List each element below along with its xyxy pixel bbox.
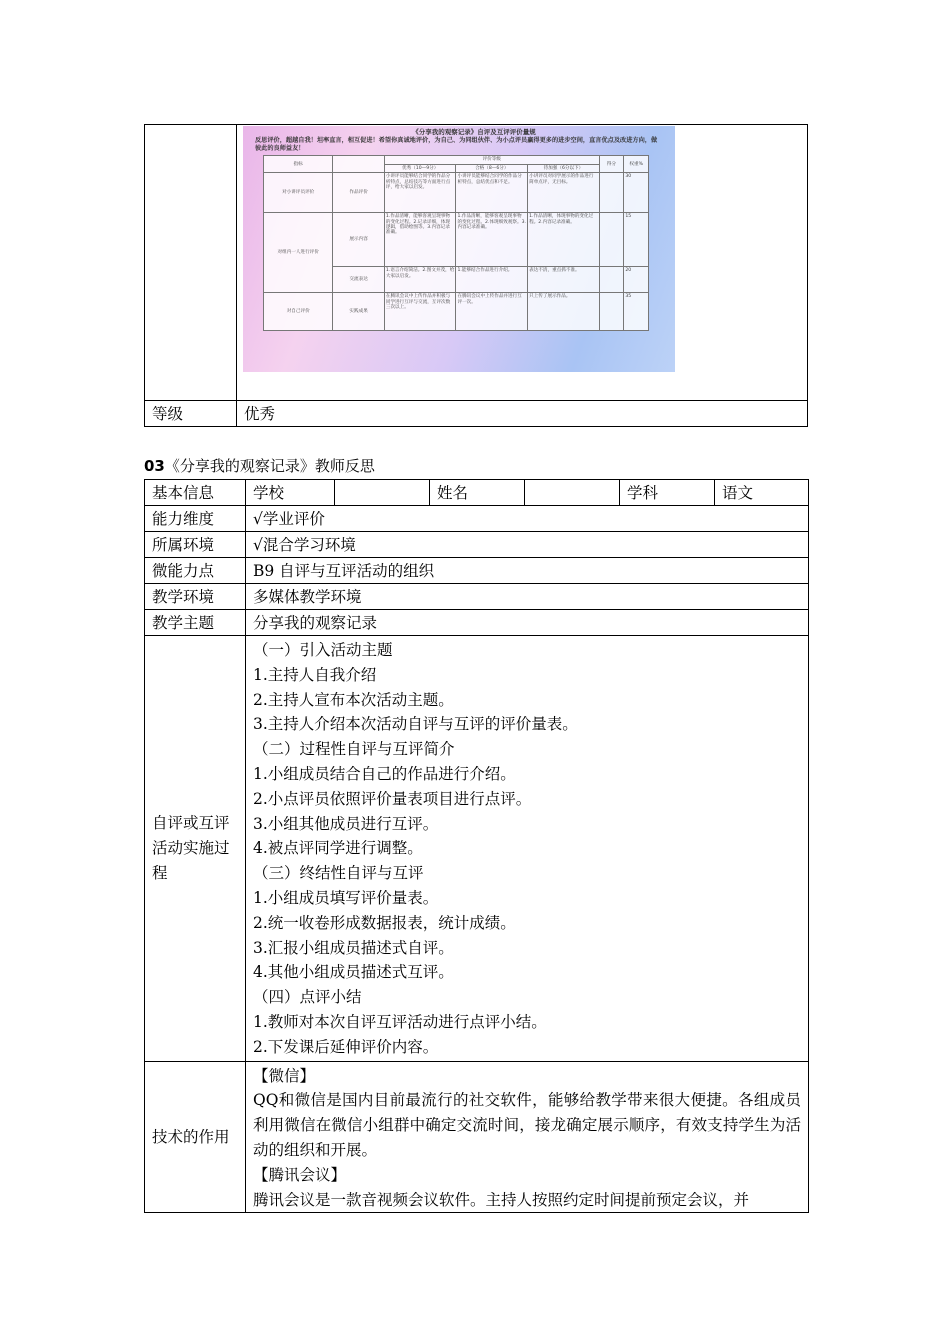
scale-header-score: 得分 [599, 156, 624, 173]
process-line: 2.统一收卷形成数据报表，统计成绩。 [253, 913, 516, 932]
scale-row-pass: 1.作品清晰，能够客观呈现事物的变化过程。2.体现细致观察。3.内容记录准确。 [456, 213, 528, 267]
scale-intro: 反思评价，超越自我！坦率直言，相互促进！希望你真诚地评价，为自己、为同组伙伴、为小点评员赢得更多的进步空间，直言优点及改进方向，做彼此的良师益友！ [255, 137, 658, 153]
scale-row-weak: 1.作品清晰，体现事物的变化过程。2.内容记录准确。 [528, 213, 600, 267]
process-line: 2.主持人宣布本次活动主题。 [253, 690, 454, 709]
topic-value: 分享我的观察记录 [246, 610, 809, 636]
scale-header-indicator: 指标 [264, 156, 333, 173]
scale-table [263, 155, 649, 331]
topic-label: 教学主题 [145, 610, 246, 636]
tech-wechat-heading: 【微信】 [253, 1066, 316, 1085]
scale-level-weak: 待加强（6分以下） [528, 164, 600, 172]
scale-row-item: 作品评价 [333, 173, 384, 213]
tech-content [246, 1061, 809, 1213]
scale-row-weak: 小讲评员对同学展示的作品进行简单点评，无目标。 [528, 173, 600, 213]
process-line: 3.汇报小组成员描述式自评。 [253, 938, 454, 957]
scale-row-score [599, 267, 624, 293]
school-label: 学校 [246, 480, 335, 506]
scale-row-indicator: 对自己评价 [264, 293, 333, 331]
section-heading [144, 456, 375, 476]
scale-row-excellent: 在腾讯会议中上传作品并积极与同学进行互评与交流，互评次数三次以上。 [384, 293, 456, 331]
process-line: 2.小点评员依照评价量表项目进行点评。 [253, 789, 532, 808]
scale-row-pass: 1.能够结合作品进行介绍。 [456, 267, 528, 293]
scale-level-excellent: 优秀（10—9分） [384, 164, 456, 172]
process-line: 1.教师对本次自评互评活动进行点评小结。 [253, 1012, 547, 1031]
micro-ability-label: 微能力点 [145, 558, 246, 584]
process-line: （四）点评小结 [253, 988, 362, 1007]
tech-wechat-text: QQ和微信是国内目前最流行的社交软件，能够给教学带来很大便捷。各组成员利用微信在微信小组群中确定交流时间，接龙确定展示顺序，有效支持学生为活动的组织和开展。 [253, 1091, 801, 1159]
scale-row-pass: 小讲评员能够结合同学的作品分析特点，总结优点和不足。 [456, 173, 528, 213]
section-number: 03 [144, 457, 165, 475]
ability-label: 能力维度 [145, 506, 246, 532]
scale-row-excellent: 小讲评员能够结合同学的作品分析特点，总结技巧等方面进行点评，给大家以启发。 [384, 173, 456, 213]
process-line: 1.主持人自我介绍 [253, 665, 377, 684]
process-line: 4.其他小组成员描述式互评。 [253, 963, 454, 982]
process-line: 3.小组其他成员进行互评。 [253, 814, 439, 833]
name-value [525, 480, 620, 506]
scale-row-excellent: 1.语言介绍简洁。2.图文并茂，给大家以启发。 [384, 267, 456, 293]
scale-row-weight: 35 [624, 293, 649, 331]
process-line: 4.被点评同学进行调整。 [253, 839, 423, 858]
scale-row-item: 展示内容 [333, 213, 384, 267]
process-line: 2.下发课后延伸评价内容。 [253, 1037, 439, 1056]
teaching-env-value: 多媒体教学环境 [246, 584, 809, 610]
environment-label: 所属环境 [145, 532, 246, 558]
process-line: （一）引入活动主题 [253, 641, 393, 659]
scale-row-item: 交流表达 [333, 267, 384, 293]
scale-row-weak: 只上传了展示作品。 [528, 293, 600, 331]
scale-row-excellent: 1.作品清晰，能够客观呈现事物的变化过程。2.记录详细，体现逻辑，借助绘图等。3.内容记录准确。 [384, 213, 456, 267]
scale-row-weight: 30 [624, 173, 649, 213]
scale-header-blank [333, 156, 384, 173]
scale-row-score [599, 213, 624, 267]
ability-value: √学业评价 [246, 506, 809, 532]
subject-label: 学科 [620, 480, 715, 506]
micro-ability-value: B9 自评与互评活动的组织 [246, 558, 809, 584]
scale-row-weak: 表达不清，重点抓不准。 [528, 267, 600, 293]
reflection-table [144, 479, 809, 1213]
scale-title: 《分享我的观察记录》自评及互评评价量规 [412, 128, 536, 136]
grade-label: 等级 [145, 401, 237, 427]
evaluation-scale-image [243, 126, 675, 372]
process-line: 3.主持人介绍本次活动自评与互评的评价量表。 [253, 715, 578, 734]
process-content [246, 636, 809, 1062]
environment-value: √混合学习环境 [246, 532, 809, 558]
scale-row-score [599, 173, 624, 213]
scale-row-weight: 15 [624, 213, 649, 267]
tech-label: 技术的作用 [145, 1061, 246, 1213]
scale-row-pass: 在腾讯会议中上传作品并进行互评一次。 [456, 293, 528, 331]
scale-header-weight: 权重% [624, 156, 649, 173]
section-title: 《分享我的观察记录》教师反思 [164, 457, 375, 475]
scale-level-pass: 合格（8—6分） [456, 164, 528, 172]
scale-row-item: 实践成果 [333, 293, 384, 331]
process-label: 自评或互评活动实施过程 [145, 636, 246, 1062]
scale-row-indicator: 对组内一人进行评价 [264, 213, 333, 293]
scale-header-level: 评价等级 [384, 156, 599, 164]
teaching-env-label: 教学环境 [145, 584, 246, 610]
scale-row-score [599, 293, 624, 331]
process-line: 1.小组成员结合自己的作品进行介绍。 [253, 764, 516, 783]
tech-tencent-text: 腾讯会议是一款音视频会议软件。主持人按照约定时间提前预定会议，并 [253, 1190, 750, 1209]
process-line: （二）过程性自评与互评简介 [253, 740, 455, 759]
subject-value: 语文 [715, 480, 809, 506]
basic-info-label: 基本信息 [145, 480, 246, 506]
scale-row-weight: 20 [624, 267, 649, 293]
scale-image-cell [237, 125, 808, 401]
grade-value: 优秀 [237, 401, 808, 427]
name-label: 姓名 [430, 480, 525, 506]
empty-label-cell [145, 125, 237, 401]
school-value [335, 480, 430, 506]
tech-tencent-heading: 【腾讯会议】 [253, 1165, 347, 1184]
process-line: （三）终结性自评与互评 [253, 864, 424, 883]
record-table-1 [144, 124, 808, 427]
scale-row-indicator: 对小讲评员评价 [264, 173, 333, 213]
process-line: 1.小组成员填写评价量表。 [253, 888, 439, 907]
